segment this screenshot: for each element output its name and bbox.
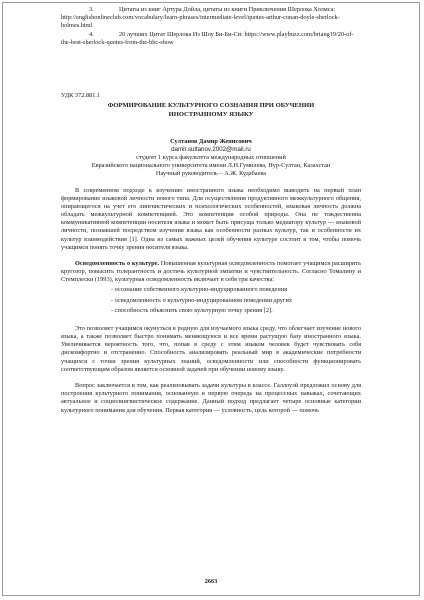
- list-item: - способность объяснить свою культурную точку зрения [2].: [111, 306, 273, 314]
- page-number: 2663: [204, 578, 218, 585]
- article-title: [61, 102, 361, 120]
- udk-code: УДК 372.881.1: [61, 91, 101, 99]
- title-line: ИНОСТРАННОМУ ЯЗЫКУ: [168, 110, 254, 118]
- body-paragraph: В современном подходе к изучению иностранного языка необходимо выводить на первый план формирование языковой личности нового типа. Для осуществления продуктивного межкультурного общения, опирающегося на учет его лингвистических и психологических особенностей, языковая личность должна обладать межкультурной компетенцией. Это компетенция особой природы. Она не тождественна коммуникативной компетенции носителя языка и может быть присуща только медиатору культур — языковой личности, познавшей посредством изучения языка как особенности разных культур, так и особенности их культур взаимодействия [1]. Одна из самых важных целей обучения культуре состоит в том, чтобы помочь учащимся понять точку зрения носителя языка.: [61, 186, 361, 251]
- supervisor: Научный руководитель – А.Ж. Кудабаева: [155, 170, 267, 178]
- author-email: damir.sultanov.2002@mail.ru: [171, 145, 251, 153]
- body-paragraph: Вопрос заключается в том, как реализовывать задачи культуры в классе. Галлоуэй предложил основу для построения культурного понимания, основанную в первую очередь на процессных навыках, сочетающих актуальное и социолингвистическое содержание. Данный подход предлагает четыре основные категории культурного понимания для обучения. Первая категория — условность, цель которой — помочь: [61, 382, 361, 414]
- reference-item: [61, 6, 361, 31]
- reference-item: [61, 31, 361, 47]
- reference-number: 4.: [89, 30, 94, 38]
- title-line: ФОРМИРОВАНИЕ КУЛЬТУРНОГО СОЗНАНИЯ ПРИ ОБУЧЕНИИ: [107, 102, 315, 110]
- list-item: - осведомленность о культурно-индуцированном поведении других: [111, 296, 293, 304]
- section-heading: Осведомленность о культуре.: [75, 259, 160, 267]
- author-position: студент 1 курса факультета международных отношений: [136, 154, 286, 162]
- reference-text: Цитаты из книг Артура Дойла, цитаты из книги Приключения Шерлока Холмса: http://englishonlineclub.com/vocabulary/learn-phrases/intermediate-level/quotes-arthur-conan-doyle-sherlock-holmes.html: [61, 6, 340, 30]
- reference-number: 3.: [89, 6, 94, 13]
- author-affiliation: Евразийского национального университета имени Л.Н.Гумилева, Нур-Султан, Казахстан: [91, 162, 331, 170]
- body-paragraph: Это позволяет учащимся окунуться в родную для изучаемого языка среду, что облегчает изучение нового языка, а также позволяет быстро понимать меняющуюся и все время растущую базу иностранного языка. Увеличивается вероятность того, что, попав в среду с этим языком человек будет чувствовать себя дискомфортно и отстраненно. Способность анализировать реальный мир в академические потребности учащихся с точки зрения культурных знаний, осведомленности или способности функционировать соответствующим образом является основной задачей при обучении новому языку.: [61, 324, 361, 373]
- body-paragraph: [61, 260, 361, 285]
- author-name: Султанов Дамир Женисович: [170, 137, 252, 145]
- reference-text: 20 лучших Цитат Шерлока Из Шоу Би-Би-Си: https://www.playbuzz.com/briang19/20-of-the-best-sherlock-quotes-from-the-bbc-show: [61, 30, 354, 46]
- page-content: [61, 3, 361, 415]
- list-item: - осознание собственного культурно-индуцированного поведения: [111, 286, 287, 294]
- document-page: [2, 2, 420, 596]
- paragraph-text: Повышенная культурная осведомленность помогает учащимся расширить кругозор, повысить толерантность и достичь культурной эмпатии и чувствительность. Согласно Томалину и Стемплески (1993), культурная осведомленность включает в себя три качества:: [61, 259, 361, 284]
